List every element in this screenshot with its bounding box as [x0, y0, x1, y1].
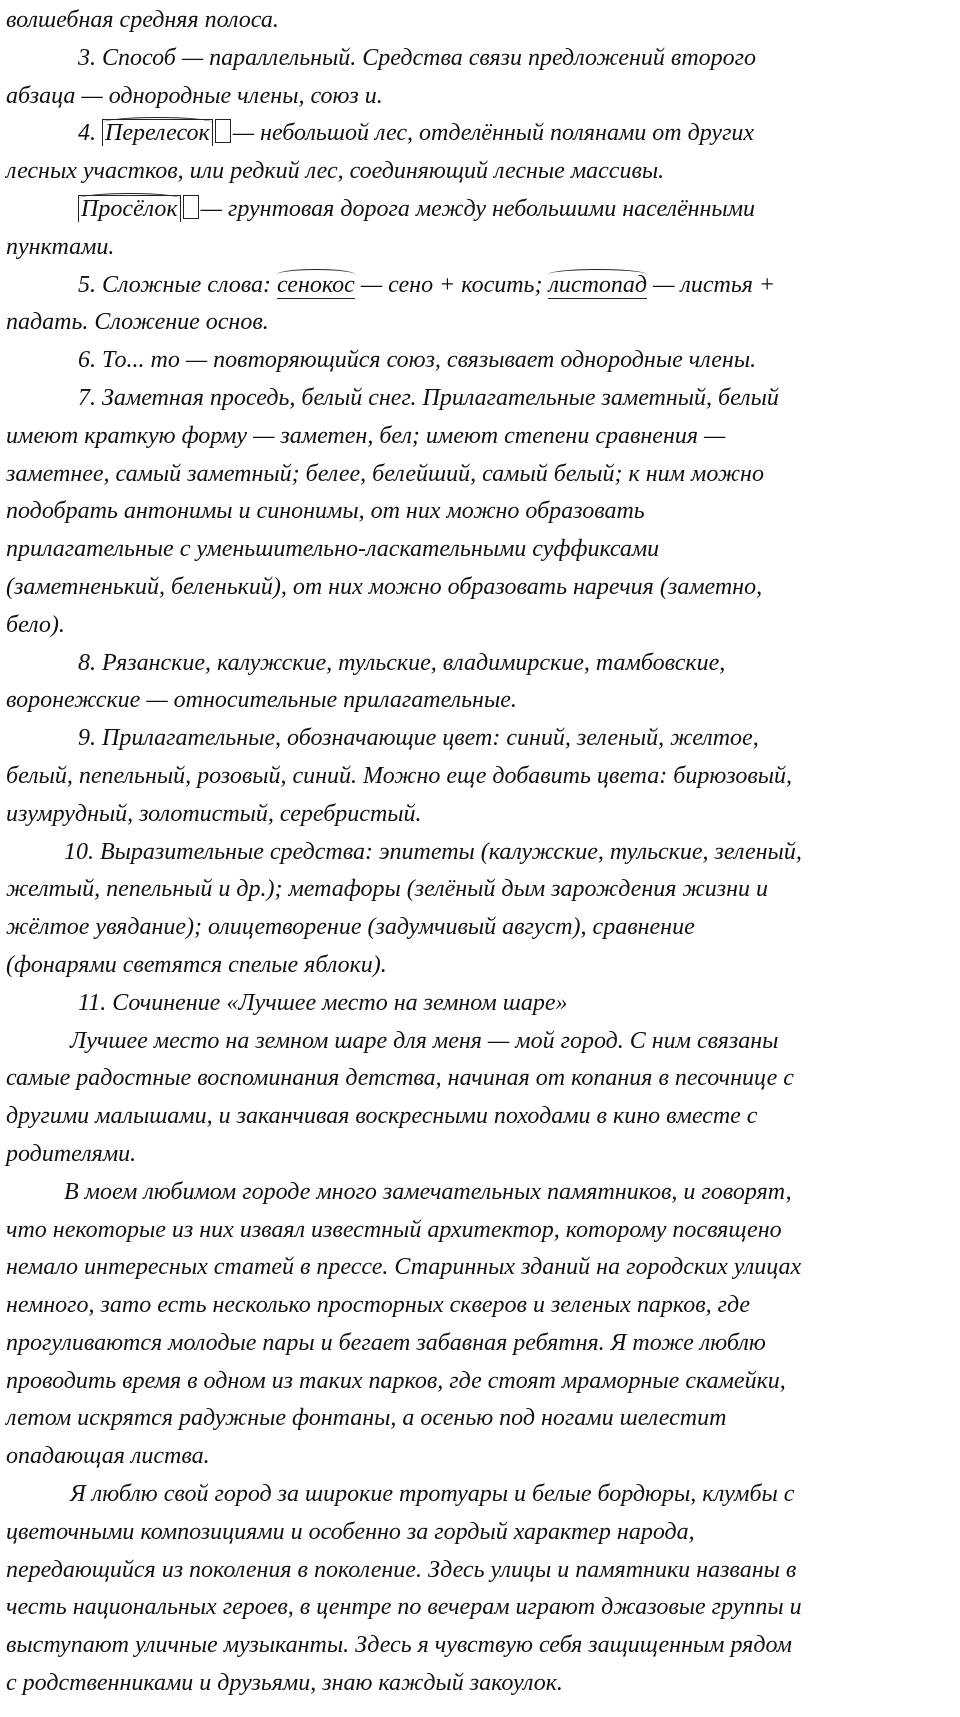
text-line: опадающая листва. — [6, 1443, 210, 1470]
text-line: другими малышами, и заканчивая воскресными походами в кино вместе с — [6, 1103, 758, 1130]
text-line: с родственниками и друзьями, знаю каждый закоулок. — [6, 1670, 563, 1697]
text-line: честь национальных героев, в центре по вечерам играют джазовые группы и — [6, 1594, 802, 1621]
text-line: 10. Выразительные средства: эпитеты (калужские, тульские, зеленый, — [64, 838, 802, 865]
text-line: бело). — [6, 611, 65, 638]
text-line: пунктами. — [6, 233, 115, 260]
text-line: родителями. — [6, 1140, 137, 1167]
text-line: 3. Способ — параллельный. Средства связи предложений второго — [78, 44, 757, 71]
text-line: волшебная средняя полоса. — [6, 7, 279, 33]
text-line: выступают уличные музыканты. Здесь я чувствую себя защищенным рядом — [6, 1632, 792, 1659]
word-morpheme-parse: Перелесок — [102, 119, 213, 146]
text-line: (фонарями светятся спелые яблоки). — [6, 951, 387, 978]
text-line: (заметненький, беленький), от них можно образовать наречия (заметно, — [6, 573, 763, 600]
text-line: 7. Заметная проседь, белый снег. Прилагательные заметный, белый — [78, 384, 779, 411]
text-line: абзаца — однородные члены, союз и. — [6, 82, 383, 109]
ending-box-icon — [215, 119, 231, 143]
text-line: цветочными композициями и особенно за гордый характер народа, — [6, 1518, 695, 1545]
text-line: имеют краткую форму — заметен, бел; имеют степени сравнения — — [6, 422, 726, 449]
text-line: изумрудный, золотистый, серебристый. — [6, 800, 422, 827]
text-line: заметнее, самый заметный; белее, белейший, самый белый; к ним можно — [6, 460, 764, 487]
text-line: Лучшее место на земном шаре для меня — мой город. С ним связаны — [70, 1027, 779, 1054]
text-line: желтый, пепельный и др.); метафоры (зелёный дым зарождения жизни и — [6, 876, 768, 903]
text-line: прилагательные с уменьшительно-ласкательными суффиксами — [6, 536, 660, 563]
text-line: передающийся из поколения в поколение. Здесь улицы и памятники названы в — [6, 1556, 797, 1583]
compound-word-parse: сенокос — [276, 271, 355, 298]
text-line: 6. То... то — повторяющийся союз, связывает однородные члены. — [78, 347, 757, 374]
text-line: немало интересных статей в прессе. Старинных зданий на городских улицах — [6, 1254, 802, 1281]
text-line — [6, 115, 954, 153]
text-line: немного, зато есть несколько просторных скверов и зеленых парков, где — [6, 1292, 751, 1319]
text-line: 8. Рязанские, калужские, тульские, владимирские, тамбовские, — [78, 649, 726, 676]
text-line: прогуливаются молодые пары и бегает забавная ребятня. Я тоже люблю — [6, 1329, 766, 1356]
text-fragment: 5. Сложные слова: — [78, 271, 271, 298]
text-line: падать. Сложение основ. — [6, 309, 269, 336]
text-fragment: — сено + косить; — [360, 271, 543, 298]
text-fragment: — небольшой лес, отделённый полянами от других — [232, 120, 755, 147]
text-line: воронежские — относительные прилагательные. — [6, 687, 517, 714]
text-line — [6, 191, 954, 229]
text-line: Я люблю свой город за широкие тротуары и белые бордюры, клумбы с — [70, 1481, 795, 1508]
text-line: 9. Прилагательные, обозначающие цвет: синий, зеленый, желтое, — [78, 725, 759, 752]
text-line: проводить время в одном из таких парков, где стоят мраморные скамейки, — [6, 1367, 786, 1394]
word-morpheme-parse: Просёлок — [78, 195, 181, 222]
text-line: что некоторые из них изваял известный архитектор, которому посвящено — [6, 1216, 782, 1243]
essay-title: 11. Сочинение «Лучшее место на земном шаре» — [78, 989, 568, 1016]
text-line: летом искрятся радужные фонтаны, а осенью под ногами шелестит — [6, 1405, 727, 1432]
text-line: жёлтое увядание); олицетворение (задумчивый август), сравнение — [6, 914, 695, 941]
item-number: 4. — [78, 120, 96, 147]
text-line — [6, 267, 954, 305]
text-line: подобрать антонимы и синонимы, от них можно образовать — [6, 498, 645, 525]
compound-word-parse: листопад — [548, 271, 648, 298]
text-fragment: — грунтовая дорога между небольшими населёнными — [200, 195, 756, 222]
text-line: В моем любимом городе много замечательных памятников, и говорят, — [64, 1178, 792, 1205]
document-page — [6, 0, 954, 1703]
text-line: самые радостные воспоминания детства, начиная от копания в песочнице с — [6, 1065, 794, 1092]
ending-box-icon — [183, 195, 199, 219]
text-line: лесных участков, или редкий лес, соединяющий лесные массивы. — [6, 158, 665, 185]
text-fragment: — листья + — [653, 271, 776, 298]
text-line: белый, пепельный, розовый, синий. Можно еще добавить цвета: бирюзовый, — [6, 762, 793, 789]
